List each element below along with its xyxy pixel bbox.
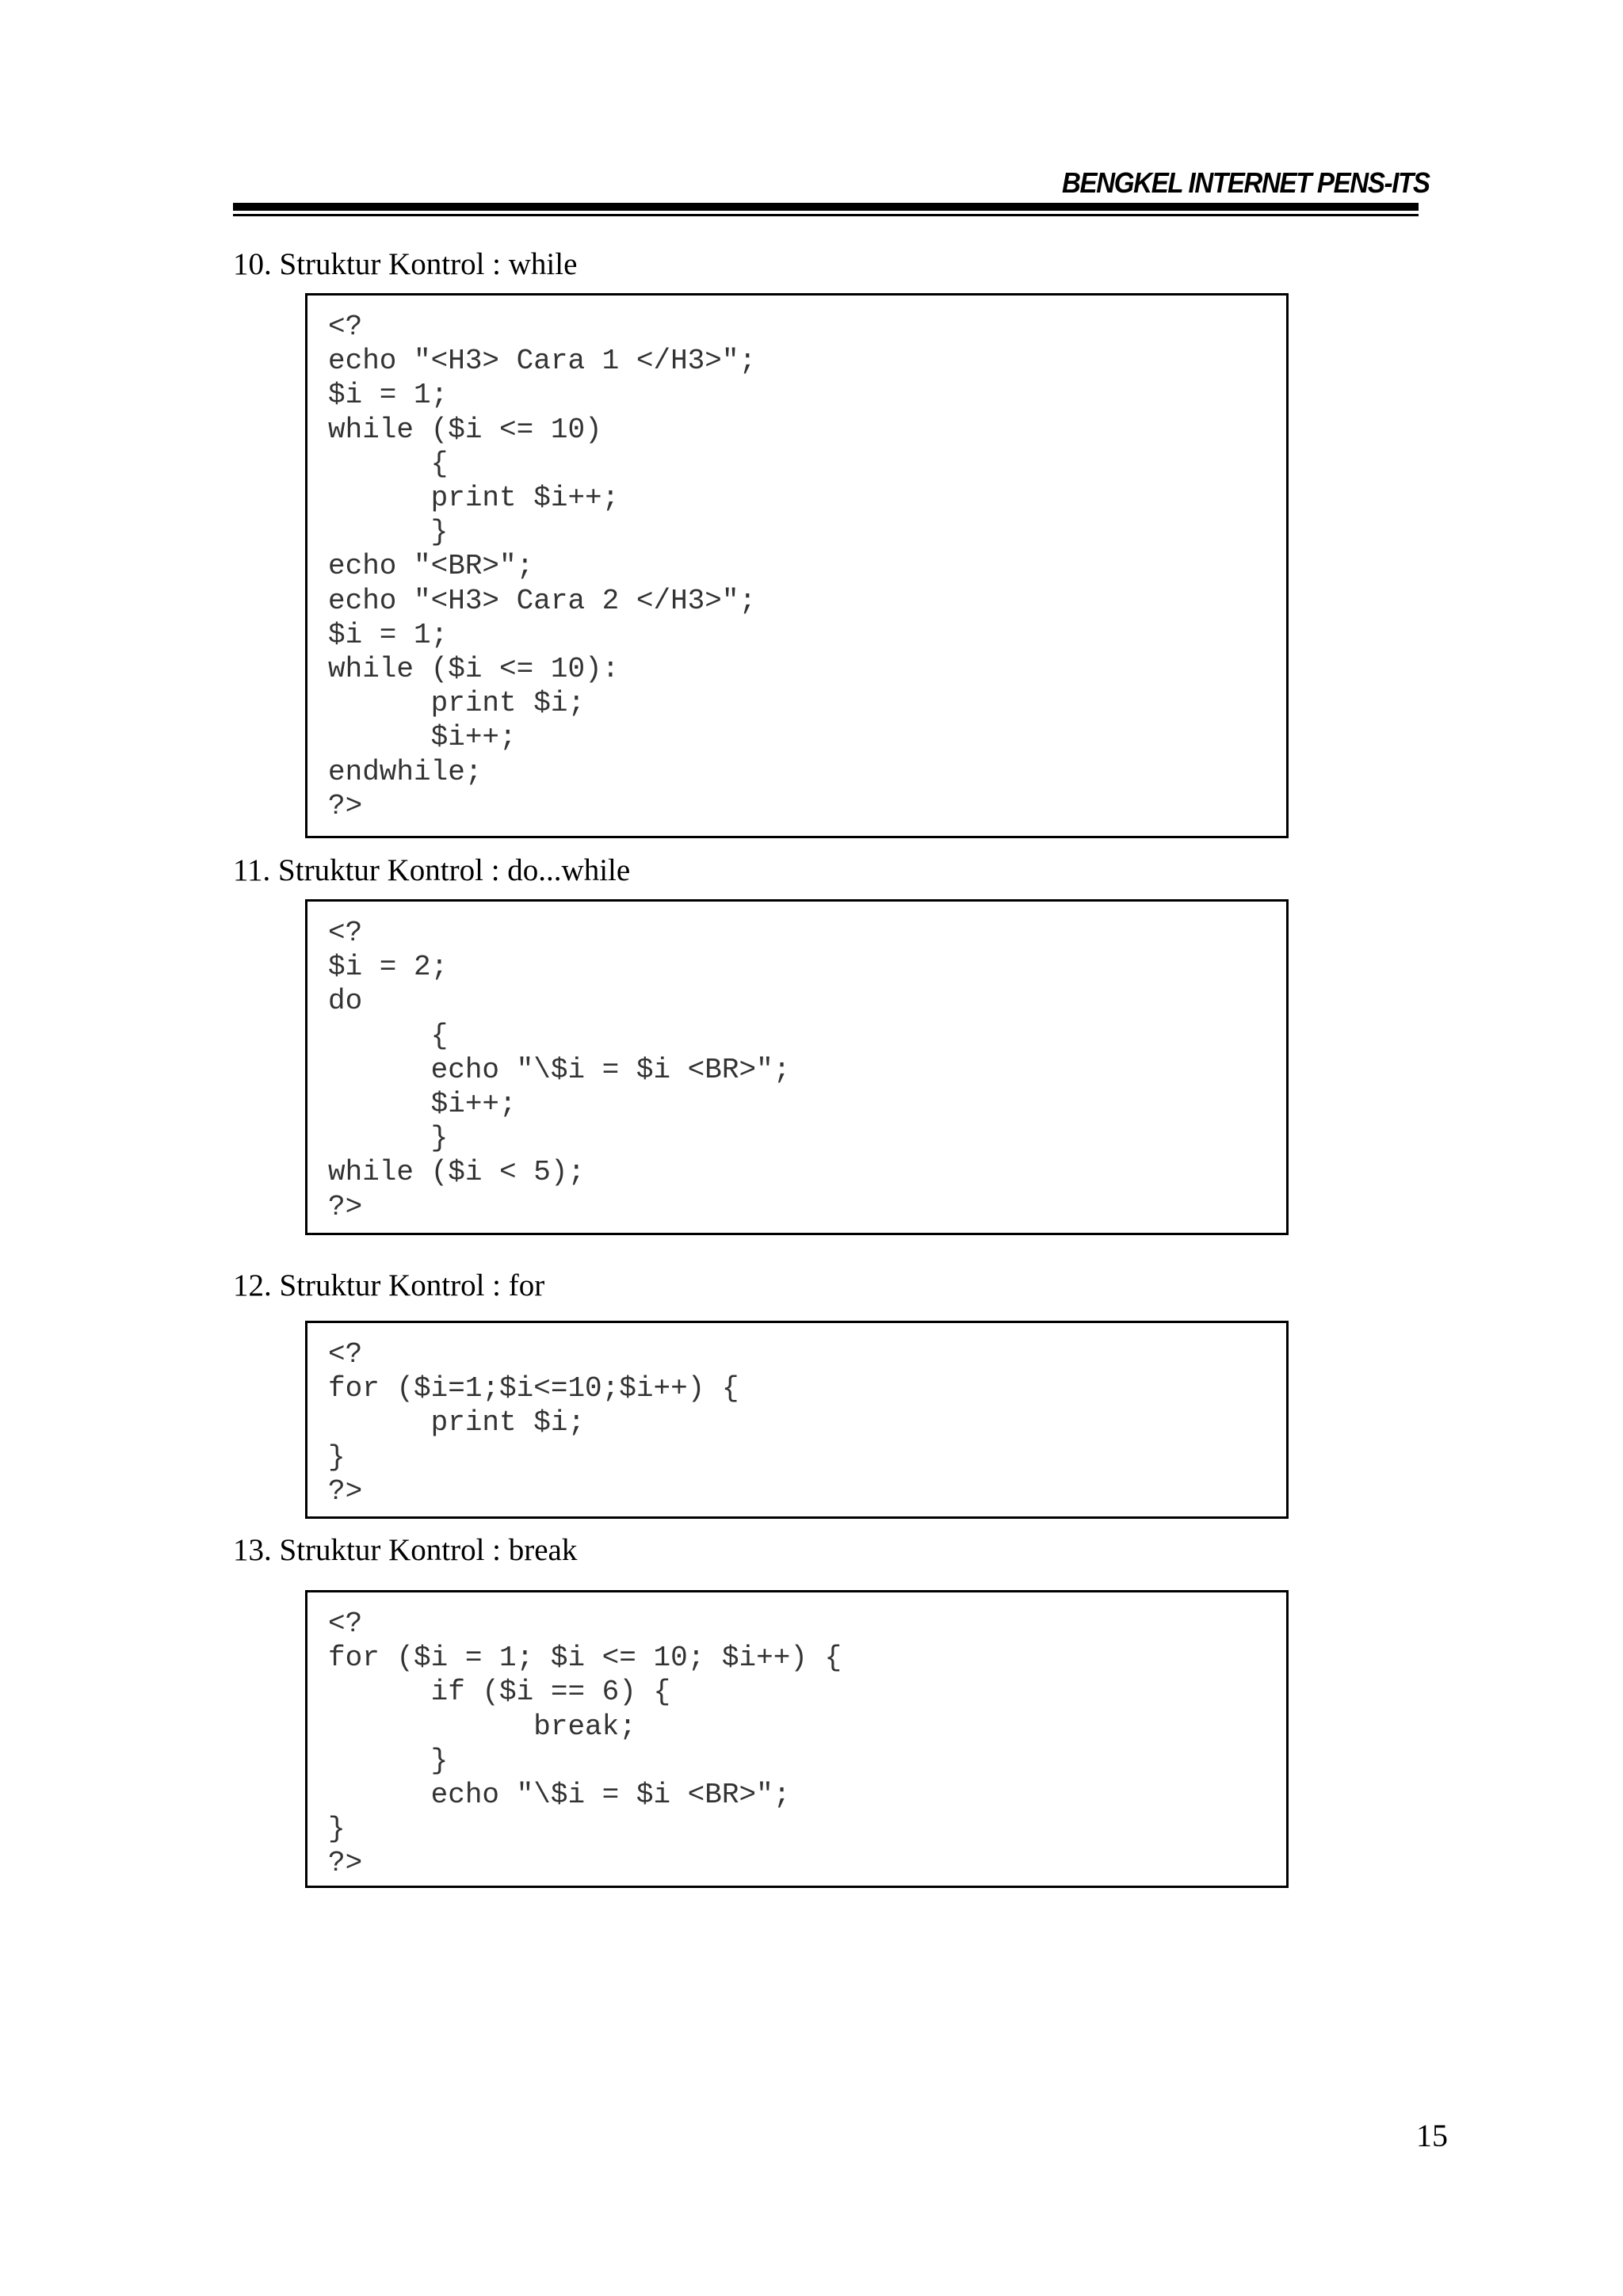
code-box-while (305, 293, 1289, 838)
code-block-break: <? for ($i = 1; $i <= 10; $i++) { if ($i == 6) { break; } echo "\$i = $i <BR>"; } ?> (328, 1608, 842, 1880)
section-heading-do-while: 11. Struktur Kontrol : do...while (233, 853, 631, 887)
code-block-for: <? for ($i=1;$i<=10;$i++) { print $i; } ?> (328, 1338, 739, 1508)
code-block-while: <? echo "<H3> Cara 1 </H3>"; $i = 1; while ($i <= 10) { print $i++; } echo "<BR>"; echo "<H3> Cara 2 </H3>"; $i = 1; while ($i <= 10): print $i; $i++; endwhile; ?> (328, 311, 757, 822)
code-box-do-while (305, 899, 1289, 1235)
code-box-for (305, 1321, 1289, 1519)
section-heading-break: 13. Struktur Kontrol : break (233, 1533, 578, 1567)
code-box-break (305, 1590, 1289, 1888)
header-rule-thin (233, 214, 1419, 216)
header-rule-thick (233, 203, 1419, 211)
code-block-do-while: <? $i = 2; do { echo "\$i = $i <BR>"; $i++; } while ($i < 5); ?> (328, 917, 791, 1223)
section-heading-while: 10. Struktur Kontrol : while (233, 247, 578, 281)
header-title: BENGKEL INTERNET PENS-ITS (1062, 166, 1430, 199)
page-number: 15 (1416, 2118, 1448, 2153)
section-heading-for: 12. Struktur Kontrol : for (233, 1268, 545, 1302)
